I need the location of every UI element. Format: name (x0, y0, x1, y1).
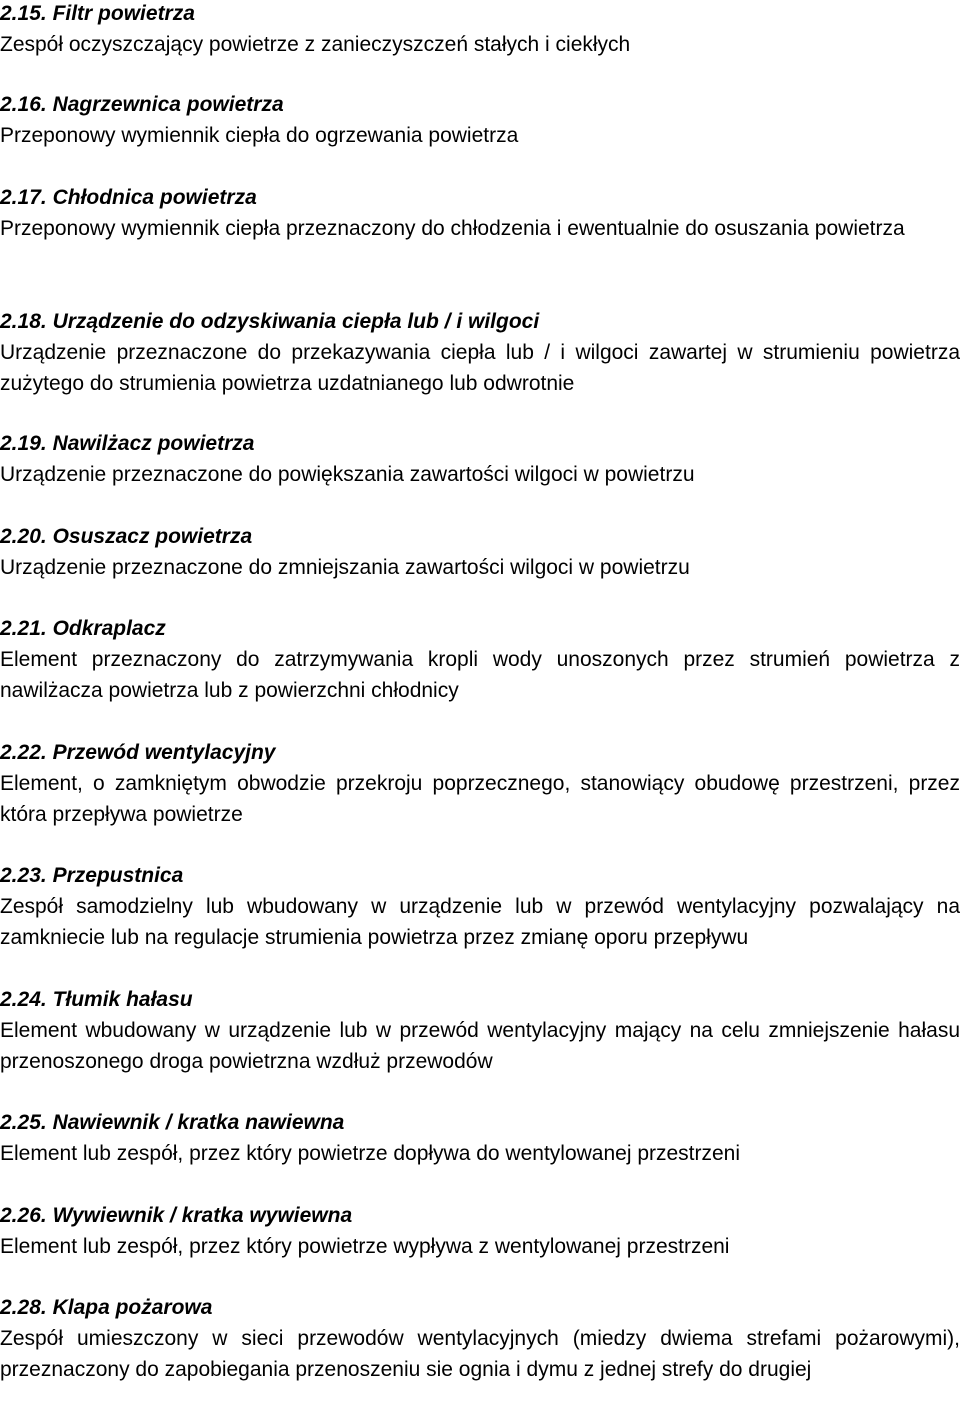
definition-heading: 2.23. Przepustnica (0, 864, 184, 887)
definition-text: Element wbudowany w urządzenie lub w przewód wentylacyjny mający na celu zmniejszenie hałasu przenoszonego droga powietrzna wzdłuż przewodów (0, 1019, 960, 1073)
definition-2-20 (0, 521, 960, 583)
definition-text: Przeponowy wymiennik ciepła przeznaczony do chłodzenia i ewentualnie do osuszania powietrza (0, 217, 905, 240)
definition-heading: 2.20. Osuszacz powietrza (0, 525, 253, 548)
definition-2-26 (0, 1200, 960, 1262)
definition-heading: 2.18. Urządzenie do odzyskiwania ciepła lub / i wilgoci (0, 310, 540, 333)
definition-heading: 2.17. Chłodnica powietrza (0, 186, 257, 209)
definition-text: Element przeznaczony do zatrzymywania kropli wody unoszonych przez strumień powietrza z nawilżacza powietrza lub z powierzchni chłodnicy (0, 648, 960, 702)
definition-heading: 2.28. Klapa pożarowa (0, 1296, 213, 1319)
definition-2-24 (0, 984, 960, 1077)
definition-2-28 (0, 1292, 960, 1385)
definition-2-19 (0, 428, 960, 490)
definition-text: Element lub zespół, przez który powietrze wypływa z wentylowanej przestrzeni (0, 1235, 730, 1258)
definition-2-21 (0, 613, 960, 706)
definition-heading: 2.25. Nawiewnik / kratka nawiewna (0, 1111, 345, 1134)
definition-heading: 2.22. Przewód wentylacyjny (0, 741, 276, 764)
definition-text: Urządzenie przeznaczone do zmniejszania zawartości wilgoci w powietrzu (0, 556, 690, 579)
definition-text: Przeponowy wymiennik ciepła do ogrzewania powietrza (0, 124, 519, 147)
definition-heading: 2.15. Filtr powietrza (0, 2, 195, 25)
definition-2-25 (0, 1107, 960, 1169)
definition-heading: 2.19. Nawilżacz powietrza (0, 432, 255, 455)
definition-heading: 2.24. Tłumik hałasu (0, 988, 193, 1011)
definition-2-16 (0, 89, 960, 151)
definition-2-17 (0, 182, 960, 244)
definition-2-15 (0, 0, 960, 60)
definition-text: Zespół oczyszczający powietrze z zanieczyszczeń stałych i ciekłych (0, 33, 631, 56)
definition-2-23 (0, 860, 960, 953)
definition-2-22 (0, 737, 960, 830)
definition-heading: 2.21. Odkraplacz (0, 617, 166, 640)
definition-text: Zespół umieszczony w sieci przewodów wentylacyjnych (miedzy dwiema strefami pożarowymi), przeznaczony do zapobiegania przenoszeniu sie ognia i dymu z jednej strefy do drugiej (0, 1327, 960, 1381)
definition-text: Element lub zespół, przez który powietrze dopływa do wentylowanej przestrzeni (0, 1142, 741, 1165)
definition-text: Element, o zamkniętym obwodzie przekroju poprzecznego, stanowiący obudowę przestrzeni, przez która przepływa powietrze (0, 772, 960, 826)
definition-text: Urządzenie przeznaczone do powiększania zawartości wilgoci w powietrzu (0, 463, 695, 486)
definition-2-18 (0, 306, 960, 399)
definition-text: Zespół samodzielny lub wbudowany w urządzenie lub w przewód wentylacyjny pozwalający na zamkniecie lub na regulacje strumienia powietrza przez zmianę oporu przepływu (0, 895, 960, 949)
definition-text: Urządzenie przeznaczone do przekazywania ciepła lub / i wilgoci zawartej w strumieniu powietrza zużytego do strumienia powietrza uzdatnianego lub odwrotnie (0, 341, 960, 395)
definition-heading: 2.16. Nagrzewnica powietrza (0, 93, 284, 116)
definition-heading: 2.26. Wywiewnik / kratka wywiewna (0, 1204, 353, 1227)
